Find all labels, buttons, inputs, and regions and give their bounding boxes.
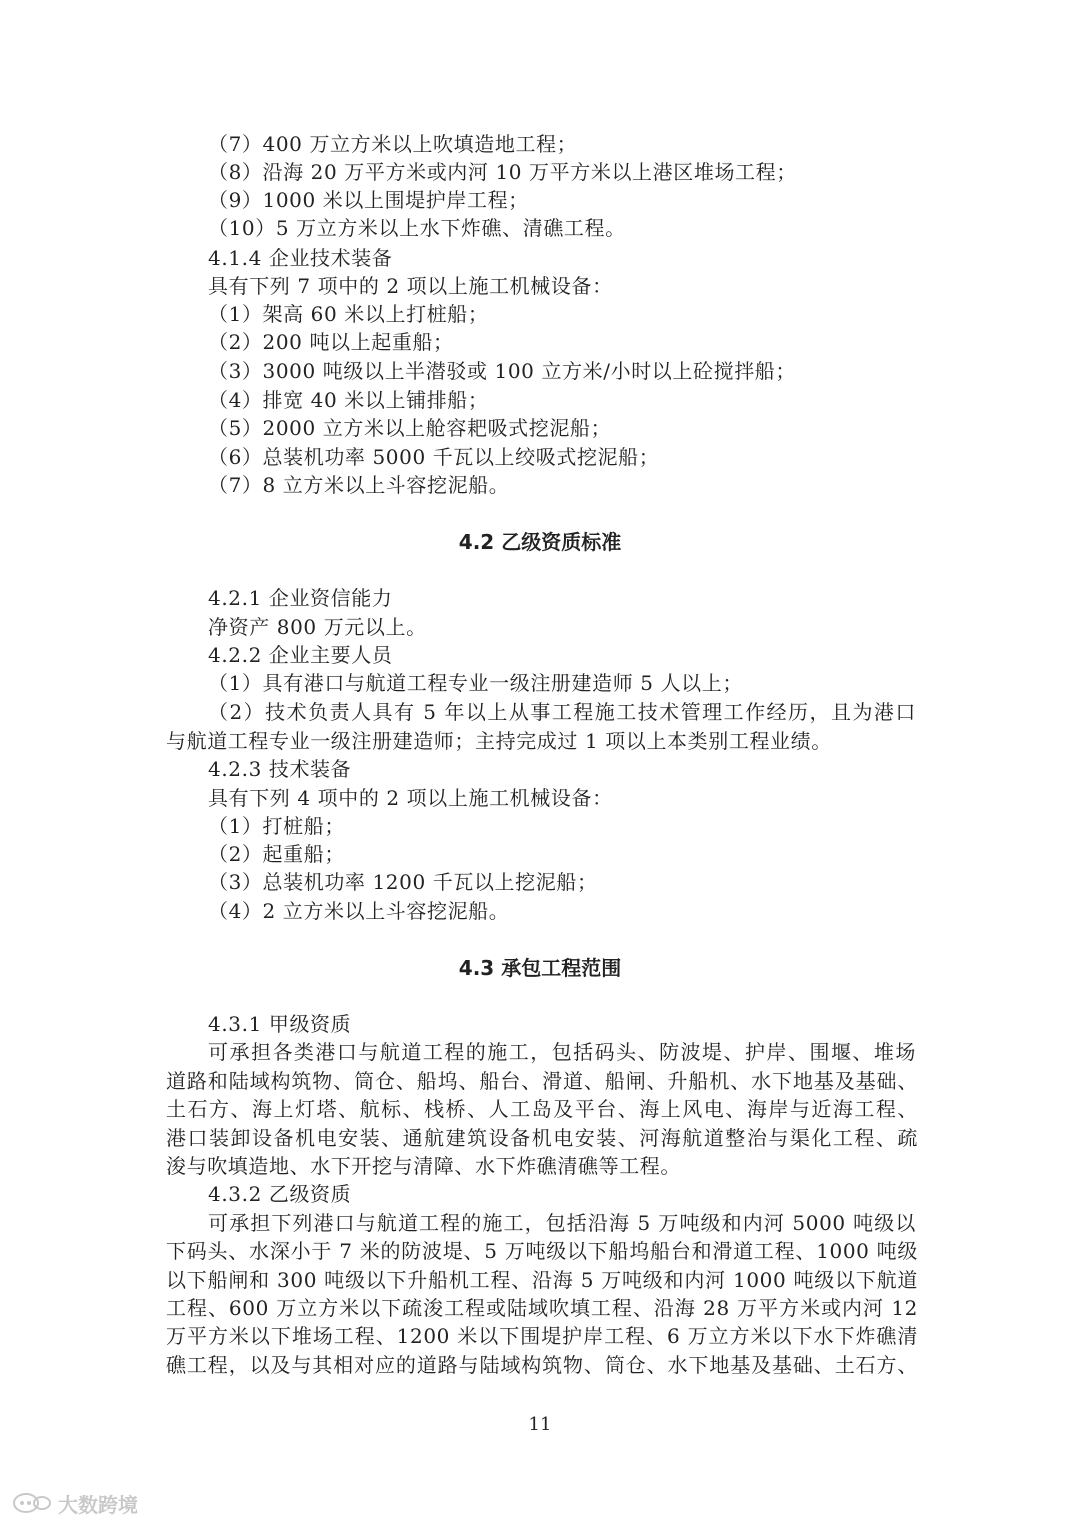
paragraph-line: 以下船闸和 300 吨级以下升船机工程、沿海 5 万吨级和内河 1000 吨级以下航道 (166, 1268, 918, 1292)
list-item: （10）5 万立方米以上水下炸礁、清礁工程。 (208, 216, 626, 240)
list-item: （2）起重船； (208, 842, 345, 866)
list-item: （1）具有港口与航道工程专业一级注册建造师 5 人以上； (208, 671, 743, 695)
list-item: （1）打桩船； (208, 814, 345, 838)
paragraph-line: 可承担下列港口与航道工程的施工，包括沿海 5 万吨级和内河 5000 吨级以 (208, 1211, 916, 1235)
paragraph-line: （2）技术负责人具有 5 年以上从事工程施工技术管理工作经历，且为港口 (208, 700, 916, 724)
watermark-text: 大数跨境 (58, 1492, 138, 1517)
section-heading: 4.3 承包工程范围 (458, 956, 622, 980)
list-item: （1）架高 60 米以上打桩船； (208, 302, 489, 326)
list-item: （6）总装机功率 5000 千瓦以上绞吸式挖泥船； (208, 445, 660, 469)
subsection-heading: 4.2.1 企业资信能力 (208, 586, 393, 610)
list-item: （2）200 吨以上起重船； (208, 330, 454, 354)
subsection-heading: 4.2.3 技术装备 (208, 757, 352, 781)
paragraph-line: 具有下列 7 项中的 2 项以上施工机械设备： (208, 274, 613, 298)
paragraph-line: 与航道工程专业一级注册建造师；主持完成过 1 项以上本类别工程业绩。 (166, 729, 832, 753)
list-item: （7）400 万立方米以上吹填造地工程； (208, 132, 578, 156)
paragraph-line: 道路和陆域构筑物、筒仓、船坞、船台、滑道、船闸、升船机、水下地基及基础、 (166, 1069, 918, 1093)
paragraph-line: 净资产 800 万元以上。 (208, 615, 427, 639)
paragraph-line: 港口装卸设备机电安装、通航建筑设备机电安装、河海航道整治与渠化工程、疏 (166, 1126, 918, 1150)
page-number: 11 (528, 1414, 552, 1435)
list-item: （3）总装机功率 1200 千瓦以上挖泥船； (208, 870, 598, 894)
list-item: （8）沿海 20 万平方米或内河 10 万平方米以上港区堆场工程； (208, 160, 797, 184)
paragraph-line: 具有下列 4 项中的 2 项以上施工机械设备： (208, 786, 613, 810)
list-item: （4）2 立方米以上斗容挖泥船。 (208, 899, 510, 923)
paragraph-line: 礁工程，以及与其相对应的道路与陆域构筑物、筒仓、水下地基及基础、土石方、 (166, 1353, 918, 1377)
watermark (12, 1488, 138, 1518)
subsection-heading: 4.1.4 企业技术装备 (208, 246, 393, 270)
paragraph-line: 万平方米以下堆场工程、1200 米以下围堤护岸工程、6 万立方米以下水下炸礁清 (166, 1324, 918, 1348)
paragraph-line: 可承担各类港口与航道工程的施工，包括码头、防波堤、护岸、围堰、堆场 (208, 1040, 916, 1064)
paragraph-line: 工程、600 万立方米以下疏浚工程或陆域吹填工程、沿海 28 万平方米或内河 12 (166, 1296, 918, 1320)
paragraph-line: 土石方、海上灯塔、航标、栈桥、人工岛及平台、海上风电、海岸与近海工程、 (166, 1097, 918, 1121)
list-item: （4）排宽 40 米以上铺排船； (208, 388, 489, 412)
chat-bubble-icon (12, 1491, 52, 1515)
list-item: （3）3000 吨级以上半潜驳或 100 立方米/小时以上砼搅拌船； (208, 359, 797, 383)
list-item: （9）1000 米以上围堤护岸工程； (208, 188, 529, 212)
list-item: （7）8 立方米以上斗容挖泥船。 (208, 473, 510, 497)
subsection-heading: 4.3.1 甲级资质 (208, 1012, 352, 1036)
list-item: （5）2000 立方米以上舱容耙吸式挖泥船； (208, 416, 612, 440)
subsection-heading: 4.2.2 企业主要人员 (208, 643, 393, 667)
subsection-heading: 4.3.2 乙级资质 (208, 1182, 352, 1206)
section-heading: 4.2 乙级资质标准 (458, 530, 622, 554)
paragraph-line: 浚与吹填造地、水下开挖与清障、水下炸礁清礁等工程。 (166, 1154, 681, 1178)
paragraph-line: 下码头、水深小于 7 米的防波堤、5 万吨级以下船坞船台和滑道工程、1000 吨级 (166, 1239, 918, 1263)
